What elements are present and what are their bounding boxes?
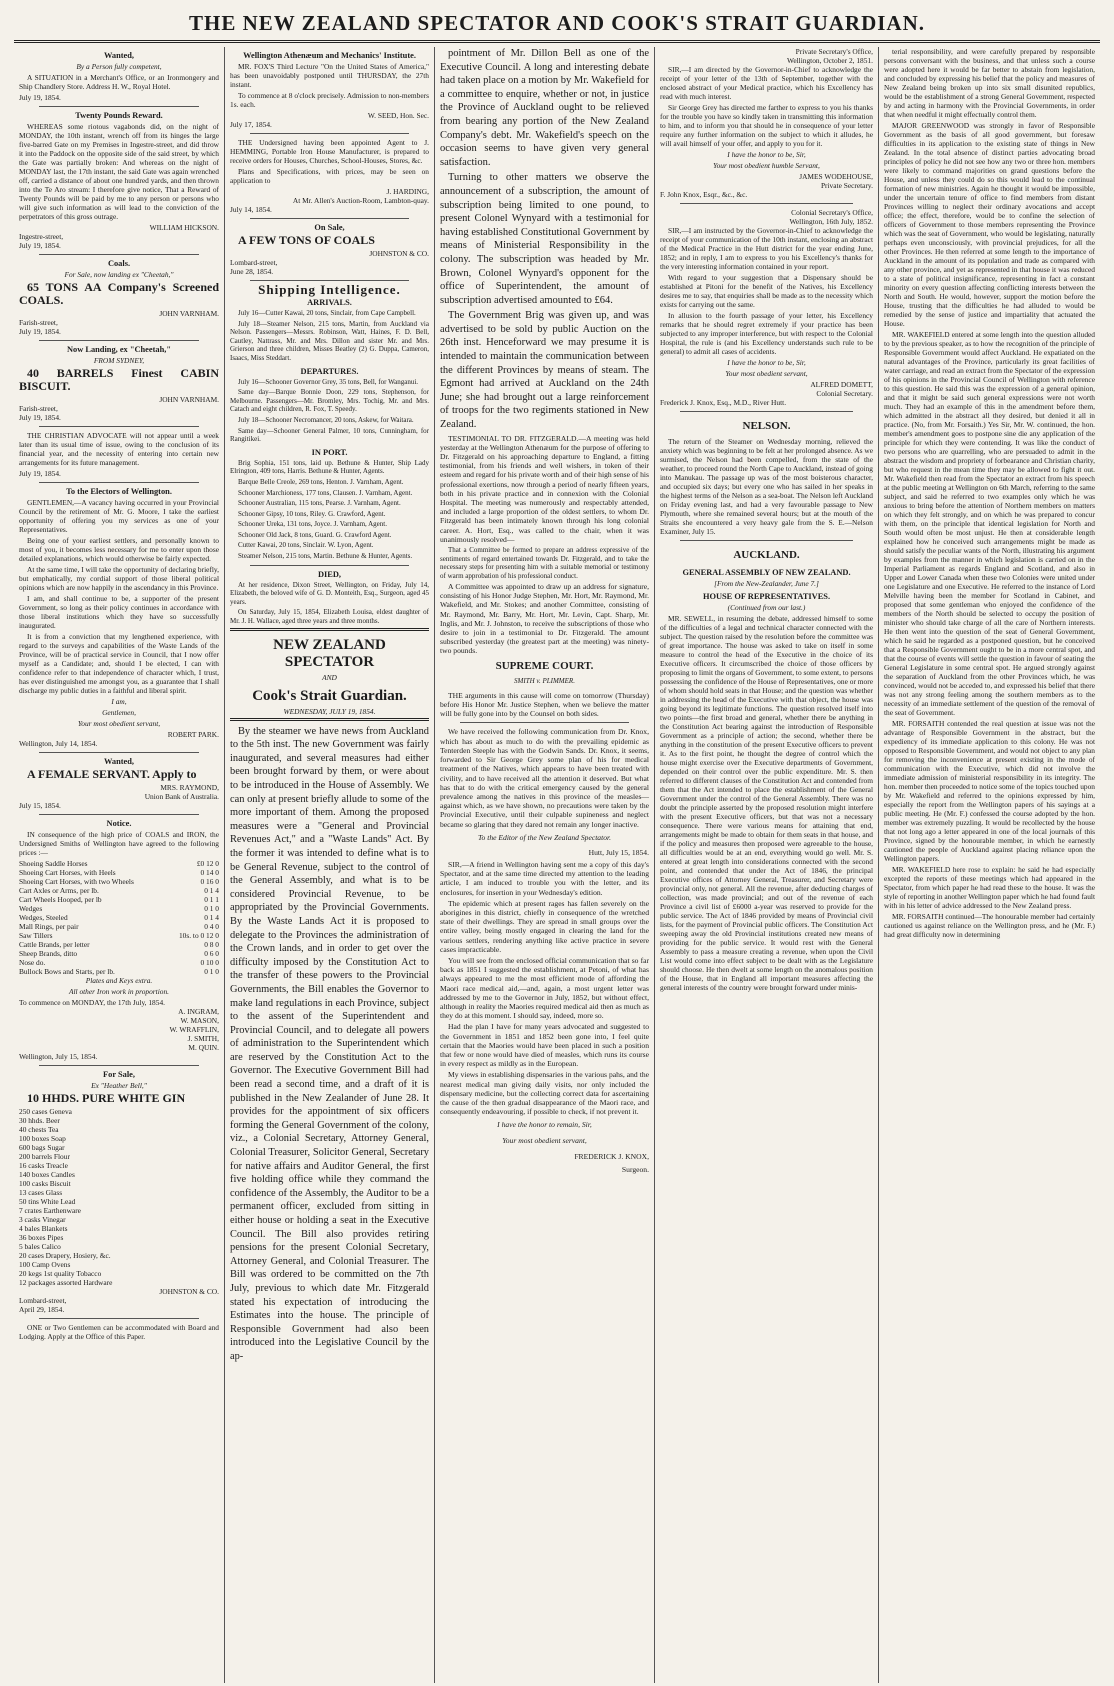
price-item: Shoeing Cart Horses, with two Wheels — [19, 877, 134, 886]
paper-and: AND — [322, 672, 337, 682]
letter1-close2: Your most obedient humble Servant, — [713, 161, 820, 170]
servant-body: A FEMALE SERVANT. Apply to — [27, 767, 197, 781]
price-row — [19, 859, 219, 868]
barrels-place: Farish-street, — [19, 404, 58, 413]
separator — [39, 426, 199, 427]
price-value: 0 1 0 — [204, 904, 219, 913]
price-item: Sheep Brands, ditto — [19, 949, 78, 958]
letter1-p2: Sir George Grey has directed me farther to express to you his thanks for the trouble you have so kindly taken in transmitting this information to him, and to inform you that should he in consequence of your letter require any further information on the subject to which it alludes, he will avail himself of your offer, and apply to you for it. — [660, 103, 873, 148]
reward-place: Ingestre-street, — [19, 232, 64, 241]
letter1-to: F. John Knox, Esqr., &c., &c. — [660, 190, 748, 199]
servant-date: July 15, 1854. — [19, 801, 61, 810]
knox-p5: My views in establishing dispensaries in the various pahs, and the nearest medical man giving daily visits, nor only included the dispensary medicine, but the collecting correct data for ascertaining the cause of the then gradual disappearance of the Maori race, and consequently endeavouring, if possible to check, if not prevent it. — [440, 1070, 649, 1117]
electors-close1: I am, — [111, 697, 127, 706]
column-5 — [878, 47, 1100, 1683]
letter2-addr2: Wellington, 16th July, 1852. — [789, 217, 873, 226]
price-row — [19, 940, 219, 949]
letter1-addr1: Private Secretary's Office, — [795, 47, 873, 56]
price-item: Mall Rings, per pair — [19, 922, 79, 931]
price-value: 0 14 0 — [200, 868, 219, 877]
separator — [250, 280, 409, 281]
wakefield-speech: MR. WAKEFIELD entered at some length into the question alluded to by the previous speaker, as to how the recognition of the principle of Responsible Government would affect Auckland. He expatiated on the natural advantages of the Province, particularly its great facilities of water carriage, and read an extract from the Spectator of the expression of his opinions in the Provincial Council of Wellington with reference to this question. He said this was the expression of a general opinion, and that it might be said such general expressions were not worth much. They had an example of this in the amendment before them, which admitted in the abstract all they desired, but denied it all in practice. (No, from Mr. Forsaith.) Yes Sir, Mr. W. continued, the hon. member's amendment goes to postpone sine die any application of the principle for which they were contending. It was like the conduct of two persons who are quarrelling, who are persuaded to admit in the abstract the wisdom and propriety of forbearance and Christian charity, but who request in the mean time they may be allowed to fight it out. Mr. Wakefield then read from the Spectator an extract from his speech at the public meeting at Wellington on 6th March, referring to the same subject, and said he referred to two examples only which he was anxious to bring before the attention of Northern members on matters on which they felt strongly, and on which he was prepared to concur with them, on the principle that identical legislation for North and South would often be most unjust. He then at considerable length explained how he conceived such arrangements might be made as should satisfy the peculiar wants of the North, illustrating his argument by examples from the manner in which legislation is carried on in the Imperial Parliament as regards England and Scotland, and also in Upper and Lower Canada when these two Colonies were united under one Legislature and one Executive. He referred to the instance of Lord Melville having been the member for Scotland in Cabinet, and proposed that some gentleman who enjoyed the confidence of the members of the North should be selected to occupy the position of minister who should take charge of all the care of Northern interests. He then went into the question of the seat of General Government, which he said he regarded as a postponed question, but he conceived that a Responsible Government ought to be in a more central spot, and that the course of events will settle the question in favour of seating the General Legislature in some central spot. He argued strongly against the separation of Auckland from the other Provinces which, he was convinced, would not be acceded to, and expressed his belief that there was not any strong feeling among the southern members as to the necessity of an immediate settlement of the question of the removal of the seat of Government. — [884, 330, 1095, 717]
paper-title: NEW ZEALAND SPECTATOR — [273, 636, 386, 670]
price-row — [19, 868, 219, 877]
court-heading: SUPREME COURT. — [495, 659, 594, 672]
barrels-body: 40 BARRELS Finest CABIN BISCUIT. — [19, 366, 219, 393]
letter2-addr1: Colonial Secretary's Office, — [791, 208, 873, 217]
electors-p5: It is from a conviction that my lengthened experience, with regard to the surveys and capabilities of the Waste Lands of the Province, will be of practical service in Council, that I now offer myself as a Candidate; and, should I be elected, I can with confidence refer to that independence of character which, I trust, has ever distinguished me amongst you, as a guarantee that I shall discharge my public duties in a faithful and liberal spirit. — [19, 632, 219, 695]
testimonial-p: TESTIMONIAL TO DR. FITZGERALD.—A meeting was held yesterday at the Wellington Athenæum for the purpose of offering to Dr. Fitzgerald on his approaching departure to England, a fitting testimonial, from his friends and well wishers, in token of their esteem and regard for his private worth and of their high sense of his professional exertions, now through a period of nearly fifteen years, both in his private practice and in connexion with the Colonial Hospital. The meeting was numerously and respectably attended, and included a large proportion of the oldest settlers, to whom Dr. Fitzgerald has been intimately known through his long colonial career. A. Hort, Esq., was called to the chair, when it was unanimously resolved— — [440, 433, 649, 544]
notice-extra2: All other Iron work in proportion. — [68, 987, 170, 996]
court-p: THE arguments in this cause will come on tomorrow (Thursday) before His Honor Mr. Justice Stephen, when we believe the matter will be fully gone into by the Counsel on both sides. — [440, 690, 649, 719]
port-entry: Brig Sophia, 151 tons, laid up. Bethune & Hunter, Ship Lady Elrington, 409 tons, Harris. Bethune & Hunter, Agents. — [230, 458, 429, 476]
harding-date: July 14, 1854. — [230, 205, 272, 214]
gin-place: Lombard-street, — [19, 1296, 67, 1305]
knox-sig2: Surgeon. — [621, 1165, 649, 1175]
separator — [250, 218, 409, 219]
port-entry: Schooner Old Jack, 8 tons, Guard. G. Crawford Agent. — [238, 530, 392, 539]
gin-item: 13 cases Glass — [19, 1188, 63, 1197]
greenwood-speech: MAJOR GREENWOOD was strongly in favor of Responsible Government as the basis of all good government, but foresaw difficulties in its application to the existing state of things in New Zealand. In the total absence of distinct parties advocating broad principles of policy he did not see how any two or three hon. members were likely to command majorities on grand questions before the House, and unless they could do so this would lead to the continual formation of new ministries. Again he thought it would be impossible, under the uncertain tenure of office to find members from distant Provinces willing to neglect their ordinary avocations and accept office; the effect, therefore, would be to confine the selection of officers of Government to those members representing the Province which was the seat of Government, who would be legislating, naturally perhaps even unconsciously, with provincial prejudices, for all the other Provinces. He then referred at some length to the importance of Auckland in the amount of its population and trade as compared with any other province, and yet as represented in that house it was reduced to a state of political insignificance, representing in fact a constant minority on every question affecting conflicting interests between the North and South. He would, however, support the motion before the House, trusting that the difficulties he had alluded to would be remedied by the sense of justice and impartiality that actuated the House. — [884, 121, 1095, 328]
gin-item: 100 Camp Ovens — [19, 1260, 71, 1269]
editor-line: To the Editor of the New Zealand Spectator. — [477, 832, 612, 842]
harding-body2: Plans and Specifications, with prices, may be seen on application to — [230, 167, 429, 185]
price-list — [19, 859, 219, 976]
price-row — [19, 922, 219, 931]
forsaith-continued: MR. FORSAITH continued—The honourable member had certainly cautioned us against reliance on the Wellington press, and he (Mr. F.) had great difficulty now in determining — [884, 912, 1095, 939]
column-2 — [224, 47, 434, 1683]
wanted-title: Wanted, — [103, 51, 134, 60]
letter1-sig: JAMES WODEHOUSE, — [799, 172, 873, 181]
coalsale-date: June 28, 1854. — [230, 267, 274, 276]
separator — [39, 752, 199, 753]
reward-body: WHEREAS some riotous vagabonds did, on the night of MONDAY, the 10th instant, wrench off from its hinges the large five-barred Gate on my Premises in Ingestre-street, and did throw it into the Paddock on the opposite side of the said street, by which the Gate was partially broken: And whereas on the night of MONDAY last, the 17th instant, the said Gate was again wrenched off, carried a distance of about one hundred yards, and then thrown into the Te Aro stream: I therefore give notice, That a Reward of Twenty Pounds will be paid by me to any person or persons who will give such information as will lead to the conviction of the perpetrators of this gross outrage. — [19, 122, 219, 221]
coalsale-sig: JOHNSTON & CO. — [369, 249, 429, 258]
gin-item: 20 kegs 1st quality Tobacco — [19, 1269, 102, 1278]
price-value: 0 8 0 — [204, 940, 219, 949]
letter2-close2: Your most obedient servant, — [725, 369, 808, 378]
price-item: Shoeing Saddle Horses — [19, 859, 88, 868]
letter1-addr2: Wellington, October 2, 1851. — [786, 56, 873, 65]
separator — [250, 565, 409, 566]
gin-item: 600 bags Sugar — [19, 1143, 65, 1152]
letter2-p1: SIR,—I am instructed by the Governor-in-Chief to acknowledge the receipt of your communication of the 10th instant, enclosing an abstract of the Medical Practice in the Hutt district for the year ending June, 1852; and in reply, I am to express to you his Excellency's thanks for the very interesting information contained in your report. — [660, 226, 873, 271]
died-p2: On Saturday, July 15, 1854, Elizabeth Louisa, eldest daughter of Mr. J. H. Wallace, aged three years and three months. — [230, 608, 429, 626]
harding-sig2: At Mr. Allen's Auction-Room, Lambton-quay. — [292, 196, 429, 205]
notice-extra1: Plates and Keys extra. — [85, 976, 153, 985]
electors-title: To the Electors of Wellington. — [66, 487, 172, 496]
knox-intro: We have received the following communication from Dr. Knox, which has about as much to do with the prevailing epidemic as Tenterden Steeple has with the Godwin Sands. Dr. Knox, it seems, forwarded to Sir George Grey some plan of his for medical treatment of the Natives, which appears to have been treated with civility, and to have received all the attention it deserved. But what has that to do with the critical emergency caused by the general prevalence among the natives in this province of the measles—against which, as we have shown, no precautions were taken by the Provincial Executive, until their culpable supineness and neglect became so glaring that they dared not remain any longer inactive. — [440, 727, 649, 829]
gin-item: 250 cases Geneva — [19, 1107, 72, 1116]
gin-item: 40 chests Tea — [19, 1125, 59, 1134]
notice-date: Wellington, July 15, 1854. — [19, 1052, 98, 1061]
letter2-to: Frederick J. Knox, Esq., M.D., River Hutt. — [660, 398, 787, 407]
assembly-source: [From the New-Zealander, June 7.] — [714, 579, 819, 588]
harding-body: THE Undersigned having been appointed Agent to J. HEMMING, Portable Iron House Manufacturer, is prepared to receive orders for Houses, Churches, School-Houses, Stores, &c. — [230, 138, 429, 165]
col3-p2: Turning to other matters we observe the announcement of a subscription, the amount of subscription being limited to one pound, to present Colonel Wynyard with a testimonial for having established Constitutional Government by means of Ministerial Responsibility in the colony. The subscription was headed by Mr. Brown, Colonel Wynyard's opponent for the office of Superintendent, the amount of subscription advertised amounted to £64. — [440, 172, 649, 306]
masthead: THE NEW ZEALAND SPECTATOR AND COOK'S STRAIT GUARDIAN. — [188, 11, 926, 35]
electors-p3: At the same time, I will take the opportunity of declaring briefly, but emphatically, my cordial support of those liberal political opinions which are now happily in the ascendancy in this Province. — [19, 565, 219, 592]
price-value: 0 16 0 — [200, 877, 219, 886]
gin-item: 3 casks Vinegar — [19, 1215, 66, 1224]
columns — [14, 47, 1100, 1683]
price-row — [19, 913, 219, 922]
inport-heading: IN PORT. — [311, 447, 348, 457]
departures-heading: DEPARTURES. — [300, 366, 359, 376]
paper-date: WEDNESDAY, JULY 19, 1854. — [283, 706, 376, 716]
gin-body: 10 HHDS. PURE WHITE GIN — [27, 1091, 186, 1105]
separator — [230, 718, 429, 721]
notice-title: Notice. — [106, 819, 132, 828]
coalsale-body: A FEW TONS OF COALS — [238, 233, 375, 247]
separator — [39, 106, 199, 107]
port-entry: Schooner Australian, 115 tons, Pearse. J. Varnham, Agent. — [238, 499, 401, 508]
price-value: 0 4 0 — [204, 922, 219, 931]
separator — [460, 722, 629, 723]
arrival-entry: July 18—Steamer Nelson, 215 tons, Martin, from Auckland via Nelson. Passengers—Messrs. Robinson, Watt, Haines, F. D. Bell, Cautley, Nattrass, Mr. and Mrs. Dillon and sister Mr. and Mrs. Grierson and three children, Misses Beatley (2) G. Duppa, Cameron, Isaacs, Miss Steddart. — [230, 319, 429, 362]
reward-title: Twenty Pounds Reward. — [75, 111, 163, 120]
separator — [39, 814, 199, 815]
price-item: Bullock Bows and Starts, per lb. — [19, 967, 115, 976]
price-item: Shoeing Cart Horses, with Heels — [19, 868, 116, 877]
coals-sub: For Sale, now landing ex "Cheetah," — [64, 270, 174, 279]
departure-entry: Same day—Schooner General Palmer, 10 tons, Cunningham, for Rangitikei. — [230, 426, 429, 444]
barrels-sub: FROM SYDNEY, — [93, 356, 145, 365]
reward-sig: WILLIAM HICKSON. — [149, 223, 219, 232]
column-1 — [14, 47, 224, 1683]
departure-entry: July 18—Schooner Necromancer, 20 tons, Askew, for Waitara. — [238, 415, 414, 424]
electors-sig: ROBERT PARK. — [167, 730, 219, 739]
notice-body: IN consequence of the high price of COALS and IRON, the Undersigned Smiths of Wellington have agreed to the following prices :— — [19, 830, 219, 857]
price-item: Cart Axles or Arms, per lb. — [19, 886, 99, 895]
gin-item: 7 crates Earthenware — [19, 1206, 81, 1215]
port-entry: Schooner Marchioness, 177 tons, Clausen. J. Varnham, Agent. — [238, 488, 413, 497]
coals-sig: JOHN VARNHAM. — [159, 309, 219, 318]
price-row — [19, 895, 219, 904]
letter1-p1: SIR,—I am directed by the Governor-in-Chief to acknowledge the receipt of your letter of the 13th of September, together with the enclosed abstract of your Medical practice, which his Excellency has read with much interest. — [660, 65, 873, 101]
coalsale-title: On Sale, — [314, 223, 345, 232]
athenaeum-date: July 17, 1854. — [230, 120, 272, 129]
departure-entry: Same day—Barque Bonnie Doon, 229 tons, Stephenson, for Melbourne. Passengers—Mr. Bromley, Mrs. Tochig, Mr. and Mrs. Catach and eight children, R. Fox, T. Speedy. — [230, 388, 429, 414]
nelson-p: The return of the Steamer on Wednesday morning, relieved the anxiety which was beginning to be felt at her prolonged absence. As we surmised, the Nelson had been compelled, from the state of the weather, to proceed round the North Cape to Auckland, instead of going into Manukau. The passage up was of the most boisterous character, and occupied six days; but every one who has sailed in her speaks in the highest terms of the Nelson as a sea-boat. The Nelson left Auckland on Friday evening last, and had a very favourable passage to New Plymouth, where she remained several hours; but at the mouth of the Straits she encountered a very heavy gale from the S. E.—Nelson Examiner, July 15. — [660, 437, 873, 536]
col5-p1: terial responsibility, and were carefully prepared by responsible persons conversant with the business, and that unless such a course were adopted here it would be far better to abstain from legislation, and concluded by expressing his belief that the policy and measures of New Zealand being broken up into six small disunited republics, would be the establishment of a strong General Government, respected by and acting in harmony with the Provincial Governments, in order that when needful it might effectually control them. — [884, 47, 1095, 119]
committee-p: A Committee was appointed to draw up an address for signature, consisting of his Honor Judge Stephen, Mr. Hort, Mr. Raymond, Mr. Wakefield, and Mr. Stokes; and another Committee, consisting of Mr. Raymond, Mr. Barry, Mr. Hort, Mr. Levin, Capt. Sharp, Mr. Inglis, and Mr. J. Johnston, to receive the subscriptions of those who desire to join in a testimonial to Dr. Fitzgerald. The amount subscribed yesterday (the greatest part at the meeting) was ninety-two pounds. — [440, 582, 649, 656]
notice-signer: J. SMITH, — [187, 1034, 219, 1043]
price-item: Cattle Brands, per letter — [19, 940, 90, 949]
letter2-p2: With regard to your suggestion that a Dispensary should be established at Pitoni for the benefit of the Natives, his Excellency desires me to say, that enquiries shall be made as to the necessity which exists for carrying out the same. — [660, 273, 873, 309]
knox-close: I have the honor to remain, Sir, — [497, 1120, 592, 1130]
letter2-p3: In allusion to the fourth passage of your letter, his Excellency remarks that he should regret extremely if your practice has been subjected to any improper interference, but with respect to the Colonial Hospital, the rule is (and his Excellency understands such rule to be general) to admit all cases of accidents. — [660, 311, 873, 356]
gin-item: 100 casks Biscuit — [19, 1179, 71, 1188]
port-entry: Schooner Ureka, 131 tons, Joyce. J. Varnham, Agent. — [238, 520, 387, 529]
electors-p4: I am, and shall continue to be, a supporter of the present Government, so long as their policy continues in accordance with those liberal institutions which they have so successfully inaugurated. — [19, 594, 219, 630]
reward-date: July 19, 1854. — [19, 241, 61, 250]
price-value: 0 1 0 — [204, 967, 219, 976]
gin-item: 200 barrels Flour — [19, 1152, 70, 1161]
knox-p2: The epidemic which at present rages has fallen severely on the aborigines in this district, chiefly in consequence of the wretched state of their dwellings. They are spread in small groups over the entire valley, being mostly engaged in clearing the land for the various settlers, rendering anything like active practice in severe cases impracticable. — [440, 898, 649, 954]
electors-p1: GENTLEMEN,—A vacancy having occurred in your Provincial Council by the retirement of Mr. G. Moore, I take the earliest opportunity of offering you my services as one of your Representatives. — [19, 498, 219, 534]
notice-commence: To commence on MONDAY, the 17th July, 1854. — [19, 998, 165, 1007]
court-case: SMITH v. PLIMMER. — [514, 677, 575, 686]
coals-date: July 19, 1854. — [19, 327, 61, 336]
price-row — [19, 949, 219, 958]
price-item: Nose do. — [19, 958, 46, 967]
notice-signer: M. QUIN. — [188, 1043, 219, 1052]
gin-item: 36 boxes Pipes — [19, 1233, 64, 1242]
gin-title: For Sale, — [103, 1070, 135, 1079]
port-entry: Cutter Kawai, 20 tons, Sinclair. W. Lyon, Agent. — [238, 541, 374, 550]
athenaeum-body2: To commence at 8 o'clock precisely. Admission to non-members 1s. each. — [230, 91, 429, 109]
column-3 — [434, 47, 654, 1683]
notice-signer: W. MASON, — [180, 1016, 219, 1025]
nelson-heading: NELSON. — [742, 420, 791, 432]
advocate-date: July 19, 1854. — [19, 469, 61, 478]
barrels-sig: JOHN VARNHAM. — [159, 395, 219, 404]
price-value: 0 1 4 — [204, 886, 219, 895]
price-value: 0 1 4 — [204, 913, 219, 922]
leader-article: By the steamer we have news from Auckland to the 5th inst. The new Government was fairly inaugurated, and several measures had either been brought forward by them, or were about to be introduced in the House of Assembly. We can only at present briefly allude to some of the more important of them. Among the proposed measures were a "General and Provincial Revenues Act," and a "Waste Lands" Act. By the former it was intended to define what is to be General Revenue, subject to the control of the General Assembly, and what is to be considered Provincial Revenue, to be appropriated by the Provincial Governments. By the Waste Lands Act it is proposed to delegate to the Provinces the administration of the Crown lands, and in order to get over the difficulty imposed by the Constitution Act to the transfer of these powers to the Provincial Governments, the Bill enables the Governor to make land regulations in each Province, subject to the assent of the Superintendent and Provincial Council, and to delegate all powers of administration to the Superintendent which are reserved by the Constitution Act to the Governor. The Executive Government Bill had been read a second time, and a draft of it is published in the New Zealander of June 28. It provides for the appointment of six officers forming the General Government of the colony, viz., a Colonial Secretary, Attorney General, Colonial Treasurer, Solicitor General, Secretary for native affairs and Auditor General, the first five holding office while they command the confidence of the Assembly, the Auditor to be a permanent officer, excluded from sitting in either house or holding a seat in the Executive Council. The Bill also provides retiring pensions for the present Colonial Secretary, Attorney General, and Colonial Treasurer. The Bill was ordered to be committed on the 7th July, previous to which date Mr. Fitzgerald stated his expectation of introducing the Estimates into the house. The principle of Responsible Government had also been introduced into the Legislative Council by the ap- — [230, 725, 429, 1362]
separator — [230, 628, 429, 631]
column-4 — [654, 47, 878, 1683]
knox-p1: SIR,—A friend in Wellington having sent me a copy of this day's Spectator, and at the same time directed my attention to the leading article, I am induced to trouble you with the letter, and its enclosures, for insertion in your Wednesday's edition. — [440, 859, 649, 897]
separator — [680, 411, 853, 412]
price-item: Cart Wheels Hooped, per lb — [19, 895, 102, 904]
auckland-heading: AUCKLAND. — [733, 549, 800, 561]
electors-close2: Gentlemen, — [102, 708, 136, 717]
arrival-entry: July 16—Cutter Kawai, 20 tons, Sinclair, from Cape Campbell. — [238, 309, 416, 317]
house-heading: HOUSE OF REPRESENTATIVES. — [702, 592, 831, 601]
wanted-body: A SITUATION in a Merchant's Office, or an Ironmongery and Ship Chandlery Store. Address H. W., Royal Hotel. — [19, 73, 219, 91]
price-row — [19, 886, 219, 895]
separator — [39, 1318, 199, 1319]
electors-p2: Being one of your earliest settlers, and personally known to most of you, it becomes less necessary for me to enter upon those detailed explanations, which would otherwise be fairly expected. — [19, 536, 219, 563]
coals-body: 65 TONS AA Company's Screened COALS. — [19, 280, 219, 307]
gin-date: April 29, 1854. — [19, 1305, 65, 1314]
gin-item: 20 cases Drapery, Hosiery, &c. — [19, 1251, 111, 1260]
col3-p1: pointment of Mr. Dillon Bell as one of the Executive Council. A long and interesting debate had taken place on a motion by Mr. Wakefield for a committee to enquire, whether or not, in justice the Province of Auckland ought to be relieved from bearing any portion of the New Zealand Company's debt. Mr. Wakefield's speech on the occasion seems to have given very general satisfaction. — [440, 48, 649, 168]
assembly-heading: GENERAL ASSEMBLY OF NEW ZEALAND. — [682, 568, 851, 577]
athenaeum-body: MR. FOX'S Third Lecture "On the United States of America," has been unavoidably postponed until THURSDAY, the 27th instant. — [230, 62, 429, 89]
knox-p3: You will see from the enclosed official communication that so far back as 1851 I suggested the establishment, at Petoni, of what has always appeared to me the most efficient mode of affording the Maori race medical aid,—and, again, a most urgent letter was addressed by me to the Governor in July, 1852, but without effect, although in reality the Maories required medical aid then as much as they do at this moment. I should say, indeed, more so. — [440, 955, 649, 1021]
price-row — [19, 904, 219, 913]
servant-title: Wanted, — [103, 757, 134, 766]
athenaeum-title: Wellington Athenæum and Mechanics' Institute. — [243, 51, 416, 60]
advocate-body: THE CHRISTIAN ADVOCATE will not appear until a week later than its usual time of issue, owing to the conclusion of its financial year, and the necessity of entering into certain new arrangements for its future management. — [19, 431, 219, 467]
letter2-sig: ALFRED DOMETT, — [810, 380, 873, 389]
price-row — [19, 958, 219, 967]
separator — [250, 133, 409, 134]
coals-title: Coals. — [107, 259, 131, 268]
price-row — [19, 967, 219, 976]
price-value: 0 6 0 — [204, 949, 219, 958]
price-item: Saw Tillers — [19, 931, 53, 940]
gin-item: 16 casks Treacle — [19, 1161, 68, 1170]
departure-entry: July 16—Schooner Governor Grey, 35 tons, Bell, for Wanganui. — [238, 377, 419, 386]
electors-date: Wellington, July 14, 1854. — [19, 739, 98, 748]
barrels-date: July 19, 1854. — [19, 413, 61, 422]
separator — [39, 254, 199, 255]
port-entry: Steamer Nelson, 215 tons, Martin. Bethune & Hunter, Agents. — [238, 552, 413, 561]
letter2-close1: I have the honor to be, Sir, — [727, 358, 806, 367]
board-body: ONE or Two Gentlemen can be accommodated with Board and Lodging. Apply at the Office of this Paper. — [19, 1323, 219, 1341]
separator — [39, 340, 199, 341]
athenaeum-sig: W. SEED, Hon. Sec. — [367, 111, 429, 120]
shipping-title: Shipping Intelligence. — [258, 282, 401, 297]
price-value: 0 1 1 — [204, 895, 219, 904]
sewell-speech: MR. SEWELL, in resuming the debate, addressed himself to some of the difficulties of a legal and technical character connected with the subject. The question raised by the resolution before the committee was of great importance. The house was asked to take on itself in some measure to control the head of the Executive in the choice of its Executive officers. It circumscribed the choice of those officers by proposing to limit the organs of Government, to some extent, to persons possessing the confidence of the House of Representatives, one or more of whom should hold seats in that House; and the question was whether in addressing the head of the Executive with that object, the house was going beyond its legitimate functions. The question resolved itself into two points—the first broad and general, whether there be anything in the Constitution Act bearing against the introduction of Responsible Government as a principle of action; the second, whether there be anything in the constitution of the present Executive officers to prevent it. As to the first point, he thought the degree of control which the house might exercise over the Executive departments of Government, depended on their control over the public expenditure. Mr. S. then referred to different clauses of the Constitution Act and contended from them that the Act intended to place the establishment of the General Government under the control of the General Assembly. There was no doubt the principle asserted by the proposed resolution might interfere with the present Executive officers, but that was not a necessary consequence. There were various means for attaining that end, arrangements might be made to obtain for them seats in that house, and if the policy and measures then proposed were agreeable to the house, all difficulties would be at an end, everything would go well. Mr. S. entered at great length into considerations connected with the second point, and contended that under the Act of 1846, the principal Executive offices of Attorney General, Treasurer, and Secretary were provincial only, not general. All the revenue, after deducting charges of collection, was made provincial; and out of the revenue of each Province a civil list of £6000 a-year was reserved to provide for the public service. The Act of 1846 provided by means of Provincial civil lists, for the payment of Provincial public officers. The Constitution Act sweeping away the old Provincial institutions created new means of providing for the public service. It would rest with the General Assembly to pass a measure creating a revenue, when upon the Civil List would come into effect subject to be dealt with as the Legislature should choose. He then dwelt at some length on the anomalous position of the House, that in England all important measures affecting the general interests of the country were brought forward under minis- — [660, 614, 873, 992]
hutt-date: Hutt, July 15, 1854. — [588, 848, 649, 858]
col3-p3: The Government Brig was given up, and was advertised to be sold by public Auction on the 26th inst. Henceforward we may presume it is intended to maintain the communication between the different Provinces by means of steam. The Egmont had arrived at Auckland on the 24th June; she had brought out a large reinforcement of troops for the two regiments stationed in New Zealand. — [440, 310, 649, 431]
died-title: DIED, — [317, 569, 342, 579]
separator — [680, 540, 853, 541]
wanted-sub: By a Person fully competent, — [76, 62, 162, 71]
gin-item: 50 tins White Lead — [19, 1197, 76, 1206]
price-value: 0 10 0 — [200, 958, 219, 967]
knox-p4: Had the plan I have for many years advocated and suggested to the Government in 1851 and 1852 been gone into, I feel quite certain that the Maories would have been placed in such a position that few or none would have died of measles, which runs its course in every respect as mildly as in the European. — [440, 1022, 649, 1069]
gin-item: 140 boxes Candles — [19, 1170, 75, 1179]
gin-item: 100 boxes Soap — [19, 1134, 66, 1143]
gin-sub: Ex "Heather Bell," — [91, 1081, 147, 1090]
notice-signer: A. INGRAM, — [178, 1007, 219, 1016]
separator — [39, 1065, 199, 1066]
coals-place: Farish-street, — [19, 318, 58, 327]
gin-item: 5 bales Calico — [19, 1242, 61, 1251]
wakefield-explain: MR. WAKEFIELD here rose to explain: he said he had especially excepted the reports of these meetings which had appeared in the Spectator, from which paper he had read these to the house. It was the style of reporting in another Wellington paper which he had found fault with in his letter of advice addressed to the New Zealand press. — [884, 865, 1095, 910]
knox-close2: Your most obedient servant, — [502, 1135, 587, 1145]
price-item: Wedges, Steeled — [19, 913, 68, 922]
letter1-close1: I have the honor to be, Sir, — [727, 150, 806, 159]
price-value: 10s. to 0 12 0 — [178, 931, 219, 940]
separator — [680, 203, 853, 204]
price-row — [19, 931, 219, 940]
barrels-title: Now Landing, ex "Cheetah," — [67, 345, 171, 354]
continued-line: (Continued from our last.) — [727, 603, 806, 612]
letter1-sig2: Private Secretary. — [820, 181, 873, 190]
died-p1: At her residence, Dixon Street, Wellington, on Friday, July 14, Elizabeth, the beloved wife of G. D. Monteith, Esq., Surgeon, aged 45 years. — [230, 580, 429, 606]
price-item: Wedges — [19, 904, 43, 913]
servant-sig2: Union Bank of Australia. — [144, 792, 219, 801]
electors-close3: Your most obedient servant, — [77, 719, 161, 728]
resolution-p: That a Committee be formed to prepare an address expressive of the sentiments of regard entertained towards Dr. Fitzgerald, and to take the necessary steps for presenting him with a suitable memorial or testimony of warm approbation of his professional conduct. — [440, 546, 649, 580]
servant-sig: MRS. RAYMOND, — [160, 783, 219, 792]
paper-subtitle: Cook's Strait Guardian. — [252, 687, 407, 704]
price-value: £0 12 0 — [196, 859, 219, 868]
gin-sig: JOHNSTON & CO. — [159, 1287, 219, 1296]
price-row — [19, 877, 219, 886]
masthead-rule — [14, 40, 1100, 43]
forsaith-speech: MR. FORSAITH contended the real question at issue was not the advantage of Responsible Government in the abstract, but the expediency of its immediate application to this colony. He was not opposed to Responsible Government, and would not object to any plan for removing the inconvenience at present existing in the mode of communication with the Executive, which did not involve the immediate admission of ministerial responsibility in its integrity. The hon. member then proceeded to notice some of the topics touched upon by Mr. Wakefield and referred to the opinions expressed by him, especially the report from the Wellington papers of his sayings at a public meeting. He (Mr. F.) confessed the course adopted by the hon. member was extremely puzzling. It would be recollected by the house that not long ago a letter appeared in one of the local journals of this Province, signed by the honourable member, in which he earnestly cautioned the people of Auckland against placing reliance upon the Wellington papers. — [884, 719, 1095, 863]
wanted-date: July 19, 1854. — [19, 93, 61, 102]
port-entry: Schooner Gipsy, 10 tons, Riley. G. Crawford, Agent. — [238, 509, 386, 518]
separator — [39, 482, 199, 483]
harding-sig: J. HARDING, — [386, 187, 429, 196]
knox-sig: FREDERICK J. KNOX, — [574, 1151, 649, 1161]
notice-signer: W. WRAFFLIN, — [169, 1025, 219, 1034]
gin-item: 30 hhds. Beer — [19, 1116, 60, 1125]
arrivals-heading: ARRIVALS. — [307, 298, 352, 307]
port-entry: Barque Belle Creole, 269 tons, Henton. J. Varnham, Agent. — [238, 477, 404, 486]
letter2-sig2: Colonial Secretary. — [816, 389, 873, 398]
gin-item: 4 bales Blankets — [19, 1224, 68, 1233]
gin-item: 12 packages assorted Hardware — [19, 1278, 113, 1287]
coalsale-place: Lombard-street, — [230, 258, 278, 267]
